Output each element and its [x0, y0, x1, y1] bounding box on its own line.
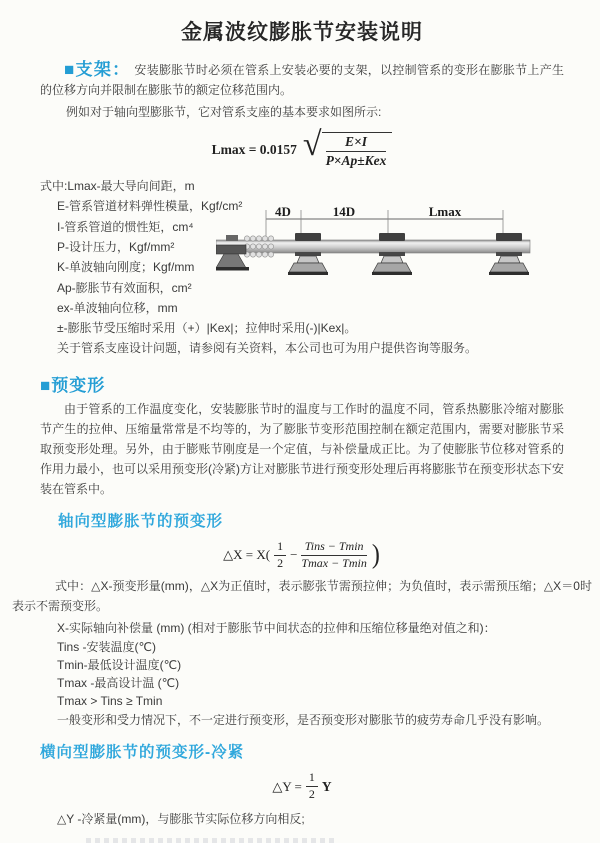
- lateral-frac-num: 1: [306, 771, 318, 787]
- item-line: 一般变形和受力情况下，不一定进行预变形，是否预变形对膨胀节的疲劳寿命几乎没有影响。: [57, 713, 550, 728]
- lmax-formula: [40, 126, 564, 168]
- lateral-note: △Y -冷紧量(mm)，与膨胀节实际位移方向相反;: [57, 811, 305, 826]
- lateral-formula-lhs: △Y =: [272, 778, 302, 794]
- radical-sign-icon: √: [302, 126, 322, 163]
- lateral-formula-rhs: Y: [321, 778, 332, 794]
- definition-line: 关于管系支座设计问题，请参阅有关资料，本公司也可为用户提供咨询等服务。: [57, 341, 478, 356]
- support-example-line: 例如对于轴向型膨胀节，它对管系支座的基本要求如图所示:: [66, 105, 382, 119]
- support-intro-paragraph: [40, 60, 564, 100]
- clipped-text-sliver: [86, 838, 336, 843]
- lmax-radicand-denominator: P×Ap±Kex: [325, 152, 387, 168]
- item-line: Tmin-最低设计温度(℃): [57, 658, 182, 673]
- dim-label-4d: 4D: [275, 204, 291, 220]
- support-intro-text: 安装膨胀节时必须在管系上安装必要的支架，以控制管系的变形在膨胀节上产生的位移方向并限制在膨胀节的额定位移范围内。: [40, 63, 564, 97]
- definition-line: K-单波轴向刚度；Kgf/mm: [57, 260, 195, 275]
- saddle-support: [372, 233, 412, 275]
- definition-line: I-管系管道的惯性矩，cm⁴: [57, 219, 194, 234]
- axial-frac1-den: 2: [277, 555, 284, 570]
- axial-formula-lhs: △X = X(: [223, 547, 271, 562]
- lateral-frac-den: 2: [308, 787, 315, 802]
- item-line: X-实际轴向补偿量 (mm) (相对于膨胀节中间状态的拉伸和压缩位移量绝对值之和)：: [57, 621, 496, 636]
- saddle-support: [489, 233, 529, 275]
- right-paren: ): [371, 540, 380, 570]
- axial-frac1-num: 1: [274, 540, 286, 556]
- lateral-subsection-header: 横向型膨胀节的预变形-冷紧: [40, 744, 245, 762]
- preform-section-header: ■预变形: [40, 375, 106, 395]
- sqrt-radical: [302, 126, 393, 168]
- saddle-support: [288, 233, 328, 275]
- minus-sign: −: [290, 547, 298, 562]
- pipe-support-diagram: [216, 202, 568, 297]
- axial-subsection-header: 轴向型膨胀节的预变形: [58, 512, 224, 530]
- item-line: Tmax -最高设计温 (℃): [57, 676, 180, 691]
- axial-frac2-num: Tins − Tmin: [301, 540, 366, 556]
- axial-formula: [40, 540, 564, 571]
- definition-line: Ap-膨胀节有效面积，cm²: [57, 280, 192, 295]
- definition-line: P-设计压力，Kgf/mm²: [57, 239, 175, 254]
- axial-frac2-den: Tmax − Tmin: [301, 555, 367, 570]
- page-title: 金属波纹膨胀节安装说明: [181, 21, 423, 44]
- definition-line: 式中:Lmax-最大导向间距，m: [40, 179, 195, 194]
- definition-line: ex-单波轴向位移，mm: [57, 300, 178, 315]
- axial-explain: 式中：△X-预变形量(mm)，△X为正值时，表示膨张节需预拉伸；为负值时，表示需预压缩；△X＝0时表示不需预变形。: [12, 579, 592, 614]
- axial-items: [40, 618, 564, 730]
- lmax-radicand-numerator: E×I: [326, 134, 387, 152]
- item-line: Tins -安装温度(℃): [57, 640, 157, 655]
- definitions-and-diagram: [40, 176, 564, 359]
- dim-label-lmax: Lmax: [428, 204, 462, 220]
- item-line: Tmax > Tins ≥ Tmin: [57, 694, 163, 709]
- lmax-formula-lhs: Lmax = 0.0157: [211, 141, 297, 157]
- preform-body: 由于管系的工作温度变化，安装膨胀节时的温度与工作时的温度不同，管系热膨胀冷缩对膨胀节产生的拉伸、压缩量常常是不均等的，为了膨胀节变形范围控制在额定范围内，需要对膨胀节采取预变形处理。另外，由于膨账节刚度是一个定值，与补偿量成正比。为了使膨胀节位移对管系的作用力最小，也可以采用预变形(冷紧)方让对膨胀节进行预变形处理后再将膨胀节在预变形状态下安装在管系中。: [40, 401, 564, 496]
- definition-line: ±-膨胀节受压缩时采用（+）|Kex|；拉伸时采用(-)|Kex|。: [57, 321, 357, 336]
- bellows-icon: [244, 236, 273, 257]
- dim-label-14d: 14D: [332, 204, 356, 220]
- support-section-header: ■支架：: [64, 60, 131, 79]
- lateral-formula: [40, 771, 564, 802]
- definition-line: E-管系管道材料弹性模量，Kgf/cm²: [57, 199, 243, 214]
